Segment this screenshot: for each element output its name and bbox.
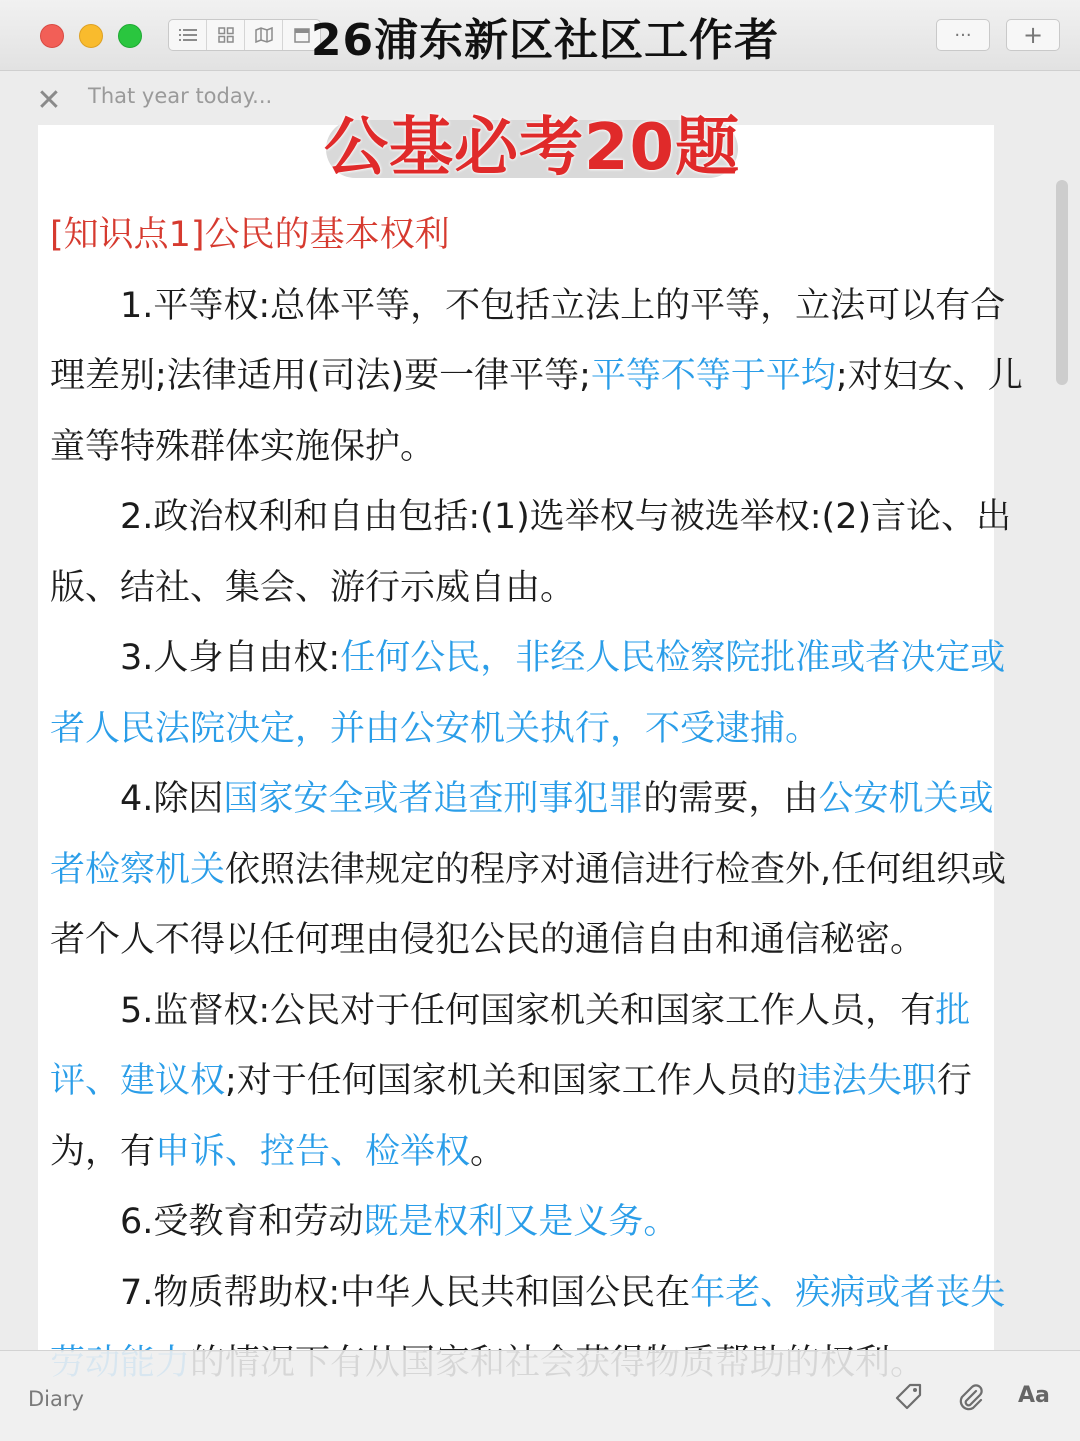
- zoom-window-button[interactable]: [118, 24, 142, 48]
- bottom-bar: [0, 1350, 1080, 1441]
- scrollbar[interactable]: [1052, 180, 1070, 1340]
- map-view-button[interactable]: [245, 20, 283, 50]
- more-button[interactable]: ···: [936, 19, 990, 51]
- list-item: [50, 623, 1025, 764]
- banner-title: 公基必考20题: [323, 111, 741, 185]
- section-heading: [知识点1]公民的基本权利: [50, 215, 450, 255]
- minimize-window-button[interactable]: [79, 24, 103, 48]
- paperclip-icon[interactable]: [954, 1381, 986, 1413]
- highlighted-text: 申诉、控告、检举权: [155, 1131, 471, 1172]
- scrollbar-thumb[interactable]: [1056, 180, 1068, 385]
- body-text: ;对于任何国家机关和国家工作人员的: [225, 1061, 797, 1101]
- window-title: 26浦东新区社区工作者: [310, 15, 780, 66]
- journal-name[interactable]: Diary: [28, 1387, 84, 1411]
- body-text: 3.人身自由权:: [120, 638, 341, 678]
- list-item: [50, 482, 1025, 623]
- body-text: 5.监督权:公民对于任何国家机关和国家工作人员，有: [120, 990, 936, 1031]
- highlighted-text: 既是权利又是义务。: [363, 1202, 679, 1242]
- entry-placeholder: That year today...: [88, 84, 273, 108]
- banner: [322, 106, 742, 190]
- body-text: ;对妇女、儿童等特殊群体实施保护。: [50, 356, 1023, 467]
- highlighted-text: 公安机关或者检察机关: [50, 779, 994, 890]
- tag-icon[interactable]: [892, 1381, 924, 1413]
- view-toolbar: [168, 19, 321, 51]
- entry-content[interactable]: [50, 200, 1025, 1399]
- add-entry-button[interactable]: +: [1006, 19, 1060, 51]
- list-item: [50, 1187, 1025, 1258]
- body-text: 依照法律规定的程序对通信进行检查外,任何组织或者个人不得以任何理由侵犯公民的通信自由和通信秘密。: [50, 849, 1007, 960]
- body-text: 4.除因: [120, 779, 224, 819]
- title-bar: [0, 0, 1080, 71]
- list-item: [50, 976, 1025, 1188]
- calendar-icon: [294, 27, 310, 43]
- list-icon: [179, 28, 197, 42]
- highlighted-text: 任何公民，非经人民检察院批准或者决定或者人民法院决定，并由公安机关执行，不受逮捕。: [50, 638, 1006, 749]
- close-window-button[interactable]: [40, 24, 64, 48]
- body-text: 2.政治权利和自由包括:(1)选举权与被选举权:(2)言论、出版、结社、集会、游行示威自由。: [50, 497, 1012, 608]
- body-text: 。: [470, 1131, 506, 1172]
- grid-view-button[interactable]: [207, 20, 245, 50]
- body-text: 6.受教育和劳动: [120, 1202, 364, 1242]
- list-view-button[interactable]: [169, 20, 207, 50]
- highlighted-text: 违法失职: [796, 1061, 937, 1101]
- grid-icon: [218, 27, 234, 43]
- highlighted-text: 国家安全或者追查刑事犯罪: [223, 779, 644, 819]
- highlighted-text: 年老、疾病或者丧失: [690, 1272, 1006, 1313]
- font-settings-button[interactable]: Aa: [1018, 1383, 1050, 1408]
- body-text: 1.平等权:总体平等，不包括立法上的平等，立法可以有合理差别;法律适用(司法)要一律平等;: [50, 285, 1006, 396]
- body-text: 行为，有: [50, 1061, 972, 1172]
- close-icon[interactable]: ✕: [36, 83, 62, 118]
- list-item: [50, 271, 1025, 483]
- item-list: [50, 271, 1025, 1399]
- list-item: [50, 764, 1025, 976]
- body-text: 的需要，由: [643, 779, 819, 819]
- map-icon: [255, 27, 273, 43]
- highlighted-text: 批评、建议权: [50, 990, 971, 1101]
- highlighted-text: 平等不等于平均: [590, 356, 836, 396]
- body-text: 7.物质帮助权:中华人民共和国公民在: [120, 1272, 691, 1313]
